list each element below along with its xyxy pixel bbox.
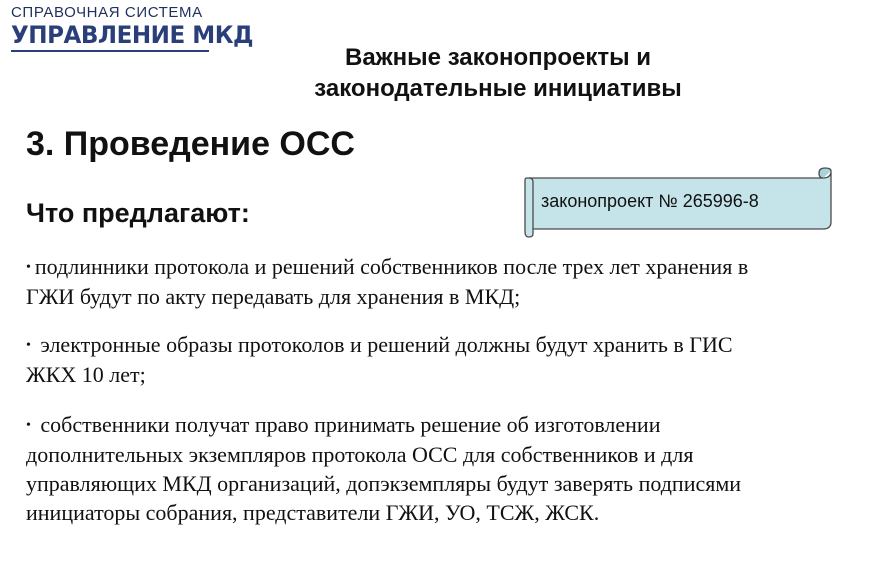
list-item: [26, 410, 846, 527]
proposal-list: [26, 252, 846, 546]
list-item-line: управляющих МКД организаций, допэкземпляры будут заверять подписями: [26, 471, 742, 496]
logo-underline: [11, 50, 209, 52]
list-item: [26, 252, 846, 311]
list-item-line: подлинники протокола и решений собственников после трех лет хранения в: [34, 254, 749, 279]
list-item-line: ЖКХ 10 лет;: [26, 362, 146, 387]
section-title: 3. Проведение ОСС: [26, 125, 355, 163]
list-item: [26, 330, 846, 389]
bill-number-badge: [519, 166, 837, 238]
list-item-line: собственники получат право принимать решение об изготовлении: [34, 412, 661, 437]
bullet-icon: •: [26, 418, 31, 433]
page-title-line-1: Важные законопроекты и: [344, 44, 652, 71]
section-subheading: Что предлагают:: [26, 198, 250, 228]
list-item-line: электронные образы протоколов и решений должны будут хранить в ГИС: [34, 332, 733, 357]
bullet-icon: •: [26, 260, 31, 275]
page-title: [258, 42, 738, 104]
bullet-icon: •: [26, 338, 31, 353]
logo: [11, 4, 254, 52]
list-item-line: ГЖИ будут по акту передавать для хранения в МКД;: [26, 284, 521, 309]
list-item-line: инициаторы собрания, представители ГЖИ, УО, ТСЖ, ЖСК.: [26, 500, 600, 525]
logo-top-line: СПРАВОЧНАЯ СИСТЕМА: [11, 4, 203, 21]
logo-main-line: УПРАВЛЕНИЕ МКД: [11, 21, 254, 49]
page-title-line-2: законодательные инициативы: [314, 75, 682, 102]
bill-number-text: законопроект № 265996-8: [541, 191, 759, 211]
list-item-line: дополнительных экземпляров протокола ОСС для собственников и для: [26, 442, 694, 467]
